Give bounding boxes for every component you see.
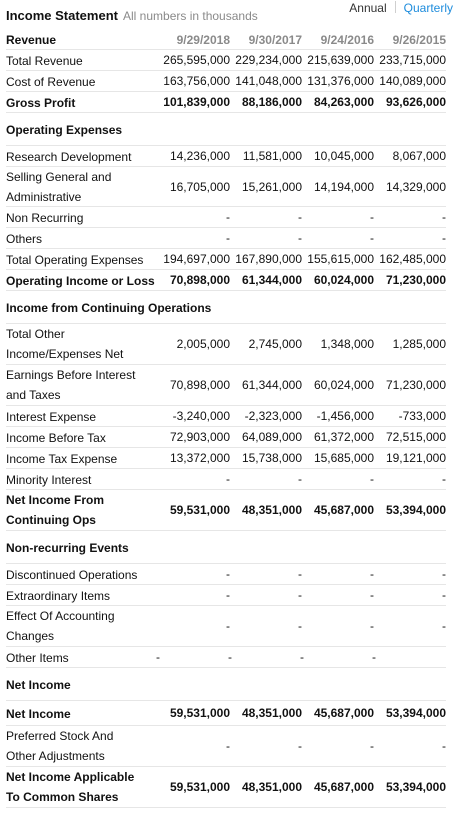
value-cell: - — [442, 739, 446, 753]
value-cell: 2,745,000 — [248, 337, 302, 351]
value-cell: - — [442, 619, 446, 633]
period-date: 9/29/2018 — [176, 32, 230, 47]
value-cell: 16,705,000 — [169, 179, 230, 194]
value-cell: - — [298, 567, 302, 581]
value-cell: - — [372, 650, 376, 664]
value-cell: 13,372,000 — [169, 451, 230, 465]
value-cell: 19,121,000 — [385, 451, 446, 465]
value-cell: 15,261,000 — [241, 179, 302, 194]
table-row — [6, 726, 446, 767]
row-label: Net Income Applicable To Common Shares — [6, 770, 135, 804]
value-cell: -1,456,000 — [316, 409, 374, 423]
table-row — [6, 71, 446, 92]
table-row — [6, 564, 446, 585]
value-cell: 45,687,000 — [313, 503, 374, 517]
value-cell: - — [370, 588, 374, 602]
table-row — [6, 146, 446, 167]
value-cell: - — [370, 210, 374, 224]
value-cell: - — [442, 567, 446, 581]
value-cell: 53,394,000 — [385, 780, 446, 794]
value-cell: -733,000 — [398, 409, 446, 423]
row-label: Other Items — [6, 650, 69, 665]
row-label: Revenue — [6, 33, 57, 47]
period-toggle — [349, 1, 453, 15]
value-cell: - — [226, 739, 230, 753]
value-cell: - — [226, 472, 230, 486]
value-cell: 10,045,000 — [313, 149, 374, 163]
table-row — [6, 167, 446, 207]
value-cell: 71,230,000 — [385, 273, 446, 287]
value-cell: - — [298, 619, 302, 633]
value-cell: - — [370, 231, 374, 245]
value-cell: 48,351,000 — [241, 780, 302, 794]
section-title: Non-recurring Events — [6, 541, 129, 555]
units-note: All numbers in thousands — [123, 9, 258, 23]
section-header — [6, 113, 446, 146]
row-label: Net Income — [6, 706, 71, 721]
value-cell: 140,089,000 — [379, 74, 446, 88]
table-row — [6, 585, 446, 606]
row-label: Others — [6, 231, 43, 246]
value-cell: 59,531,000 — [169, 706, 230, 720]
value-cell: - — [298, 210, 302, 224]
value-cell: - — [226, 567, 230, 581]
value-cell: 84,263,000 — [313, 95, 374, 109]
value-cell: 162,485,000 — [379, 252, 446, 266]
value-cell: 2,005,000 — [176, 337, 230, 351]
table-row — [6, 767, 446, 808]
table-row — [6, 647, 446, 668]
value-cell: - — [298, 588, 302, 602]
table-row — [6, 270, 446, 291]
value-cell: 61,344,000 — [241, 273, 302, 287]
value-cell: 70,898,000 — [169, 273, 230, 287]
value-cell: 71,230,000 — [385, 378, 446, 392]
value-cell: - — [300, 650, 304, 664]
value-cell: 14,329,000 — [385, 179, 446, 194]
value-cell: - — [228, 650, 232, 664]
section-title: Operating Expenses — [6, 123, 123, 137]
value-cell: - — [298, 739, 302, 753]
value-cell: 167,890,000 — [235, 252, 302, 266]
row-label: Research Development — [6, 149, 132, 164]
value-cell: 15,685,000 — [313, 451, 374, 465]
value-cell: - — [298, 472, 302, 486]
section-title: Net Income — [6, 678, 71, 692]
value-cell: - — [442, 472, 446, 486]
row-label: Income Before Tax — [6, 430, 106, 445]
row-label: Cost of Revenue — [6, 74, 96, 89]
value-cell: - — [156, 650, 160, 664]
value-cell: 88,186,000 — [241, 95, 302, 109]
value-cell: 194,697,000 — [163, 252, 230, 266]
table-row — [6, 228, 446, 249]
table-row — [6, 249, 446, 270]
annual-tab[interactable]: Annual — [349, 1, 387, 15]
value-cell: 233,715,000 — [379, 53, 446, 67]
value-cell: 93,626,000 — [385, 95, 446, 109]
value-cell: 70,898,000 — [169, 378, 230, 392]
value-cell: 45,687,000 — [313, 706, 374, 720]
income-statement-table — [6, 30, 446, 808]
value-cell: - — [442, 231, 446, 245]
table-row — [6, 207, 446, 228]
period-date: 9/30/2017 — [248, 32, 302, 47]
row-label: Total Revenue — [6, 53, 83, 68]
value-cell: - — [442, 588, 446, 602]
value-cell: 59,531,000 — [169, 503, 230, 517]
value-cell: 53,394,000 — [385, 503, 446, 517]
value-cell: - — [370, 567, 374, 581]
row-label: Operating Income or Loss — [6, 273, 155, 288]
table-row — [6, 469, 446, 490]
row-label: Minority Interest — [6, 472, 92, 487]
value-cell: 61,372,000 — [313, 430, 374, 444]
statement-header — [6, 0, 453, 30]
value-cell: - — [226, 210, 230, 224]
value-cell: 1,285,000 — [392, 337, 446, 351]
page-title: Income Statement — [6, 8, 118, 23]
table-row — [6, 427, 446, 448]
section-header — [6, 668, 446, 701]
row-label: Selling General and Administrative — [6, 170, 112, 204]
value-cell: 64,089,000 — [241, 430, 302, 444]
section-header — [6, 291, 446, 324]
value-cell: 60,024,000 — [313, 378, 374, 392]
value-cell: - — [370, 472, 374, 486]
section-header — [6, 531, 446, 564]
value-cell: 11,581,000 — [242, 149, 302, 163]
value-cell: 45,687,000 — [313, 780, 374, 794]
row-label: Discontinued Operations — [6, 567, 138, 582]
value-cell: - — [226, 619, 230, 633]
period-date: 9/24/2016 — [320, 32, 374, 47]
row-label: Gross Profit — [6, 95, 76, 110]
value-cell: 48,351,000 — [241, 706, 302, 720]
value-cell: 14,236,000 — [169, 149, 230, 163]
value-cell: 131,376,000 — [307, 74, 374, 88]
quarterly-tab[interactable]: Quarterly — [403, 1, 453, 15]
table-row — [6, 92, 446, 113]
value-cell: 1,348,000 — [320, 337, 374, 351]
value-cell: 53,394,000 — [385, 706, 446, 720]
value-cell: 229,234,000 — [235, 53, 302, 67]
value-cell: 265,595,000 — [163, 53, 230, 67]
section-title: Income from Continuing Operations — [6, 301, 212, 315]
value-cell: 15,738,000 — [241, 451, 302, 465]
value-cell: - — [442, 210, 446, 224]
table-row — [6, 50, 446, 71]
value-cell: 155,615,000 — [307, 252, 374, 266]
row-label: Total Other Income/Expenses Net — [6, 327, 124, 361]
value-cell: 101,839,000 — [163, 95, 230, 109]
row-label: Non Recurring — [6, 210, 84, 225]
row-label: Net Income From Continuing Ops — [6, 493, 105, 527]
value-cell: 8,067,000 — [392, 149, 446, 163]
value-cell: 48,351,000 — [241, 503, 302, 517]
value-cell: - — [370, 619, 374, 633]
row-label: Interest Expense — [6, 409, 97, 424]
table-row — [6, 448, 446, 469]
value-cell: 14,194,000 — [313, 179, 374, 194]
value-cell: - — [226, 231, 230, 245]
value-cell: 72,903,000 — [169, 430, 230, 444]
value-cell: - — [370, 739, 374, 753]
table-row — [6, 701, 446, 726]
toggle-divider — [395, 1, 396, 13]
table-row — [6, 406, 446, 427]
row-label: Extraordinary Items — [6, 588, 111, 603]
row-label: Total Operating Expenses — [6, 252, 144, 267]
value-cell: -3,240,000 — [172, 409, 230, 423]
value-cell: - — [298, 231, 302, 245]
table-row — [6, 490, 446, 531]
value-cell: 163,756,000 — [163, 74, 230, 88]
period-date: 9/26/2015 — [392, 32, 446, 47]
table-row — [6, 606, 446, 647]
row-label: Effect Of Accounting Changes — [6, 609, 115, 643]
value-cell: 60,024,000 — [313, 273, 374, 287]
value-cell: 141,048,000 — [235, 74, 302, 88]
row-label: Earnings Before Interest and Taxes — [6, 368, 136, 402]
value-cell: 215,639,000 — [307, 53, 374, 67]
value-cell: 72,515,000 — [385, 430, 446, 444]
value-cell: 61,344,000 — [241, 378, 302, 392]
table-row — [6, 324, 446, 365]
value-cell: - — [226, 588, 230, 602]
column-header-row — [6, 30, 446, 50]
value-cell: -2,323,000 — [244, 409, 302, 423]
value-cell: 59,531,000 — [169, 780, 230, 794]
table-row — [6, 365, 446, 406]
row-label: Income Tax Expense — [6, 451, 118, 466]
row-label: Preferred Stock And Other Adjustments — [6, 729, 114, 763]
